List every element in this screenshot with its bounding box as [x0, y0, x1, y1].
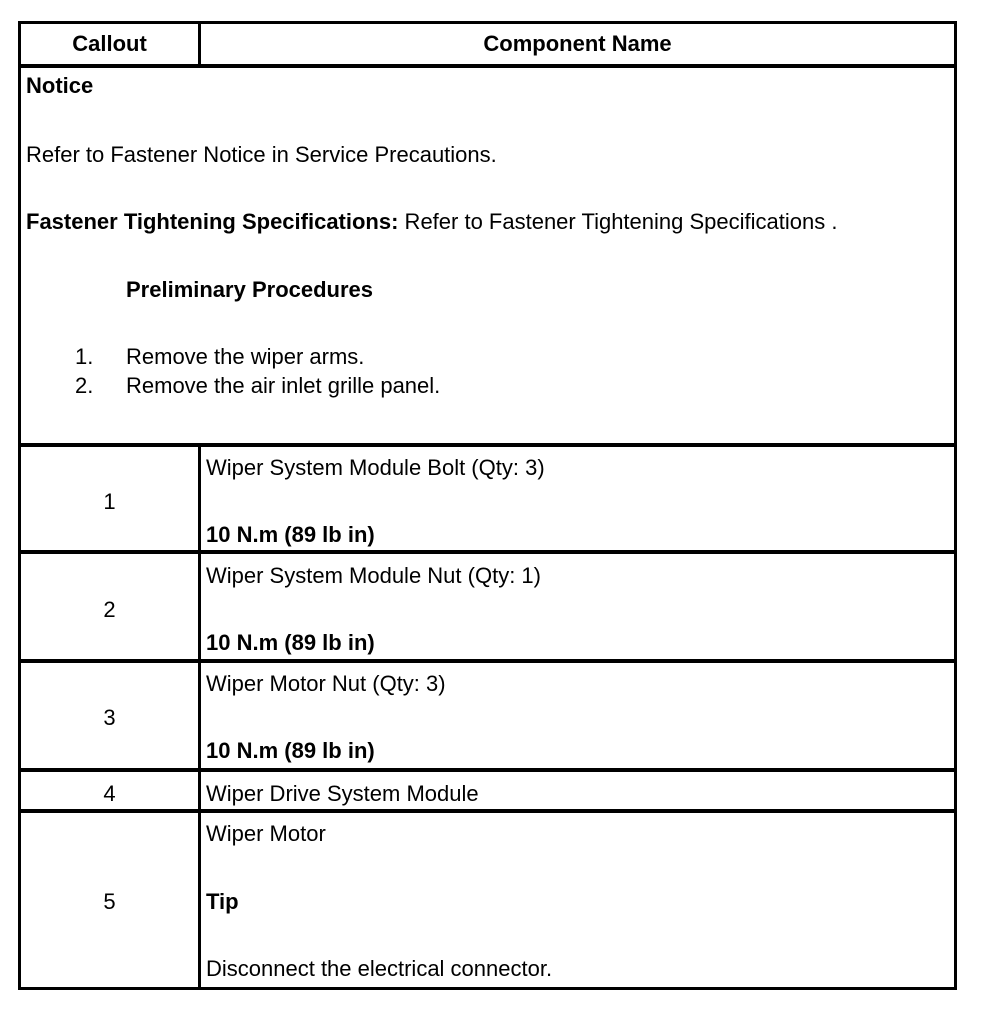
torque-value: 10 N.m (89 lb in)	[206, 522, 375, 547]
component-name: Wiper Drive System Module	[206, 781, 479, 806]
step-number: 1.	[75, 344, 94, 369]
row-divider	[21, 550, 954, 554]
header-divider	[21, 64, 954, 68]
preliminary-procedures-heading: Preliminary Procedures	[126, 277, 374, 302]
callout-number: 2	[103, 597, 116, 622]
tip-text: Disconnect the electrical connector.	[206, 956, 553, 981]
fastener-spec-label: Fastener Tightening Specifications:	[26, 209, 399, 234]
row-divider	[21, 809, 954, 813]
notice-heading: Notice	[26, 73, 94, 98]
body-column-divider	[198, 447, 201, 990]
component-name: Wiper Motor	[206, 821, 326, 846]
step-text: Remove the wiper arms.	[126, 344, 365, 369]
component-name: Wiper Motor Nut (Qty: 3)	[206, 671, 446, 696]
step-text: Remove the air inlet grille panel.	[126, 373, 441, 398]
fastener-spec-line	[26, 209, 837, 235]
callout-number: 4	[103, 781, 116, 806]
tip-heading: Tip	[206, 889, 239, 914]
callout-number: 3	[103, 705, 116, 730]
component-table	[18, 21, 957, 990]
callout-number: 1	[103, 489, 116, 514]
component-name: Wiper System Module Nut (Qty: 1)	[206, 563, 541, 588]
intro-divider	[21, 443, 954, 447]
row-divider	[21, 659, 954, 663]
callout-header: Callout	[72, 31, 147, 56]
component-name-header: Component Name	[483, 31, 672, 56]
component-name: Wiper System Module Bolt (Qty: 3)	[206, 455, 545, 480]
torque-value: 10 N.m (89 lb in)	[206, 630, 375, 655]
fastener-spec-text: Refer to Fastener Tightening Specifications .	[398, 209, 838, 234]
callout-number: 5	[103, 889, 116, 914]
notice-text: Refer to Fastener Notice in Service Precautions.	[26, 142, 497, 167]
step-number: 2.	[75, 373, 94, 398]
torque-value: 10 N.m (89 lb in)	[206, 738, 375, 763]
row-divider	[21, 768, 954, 772]
